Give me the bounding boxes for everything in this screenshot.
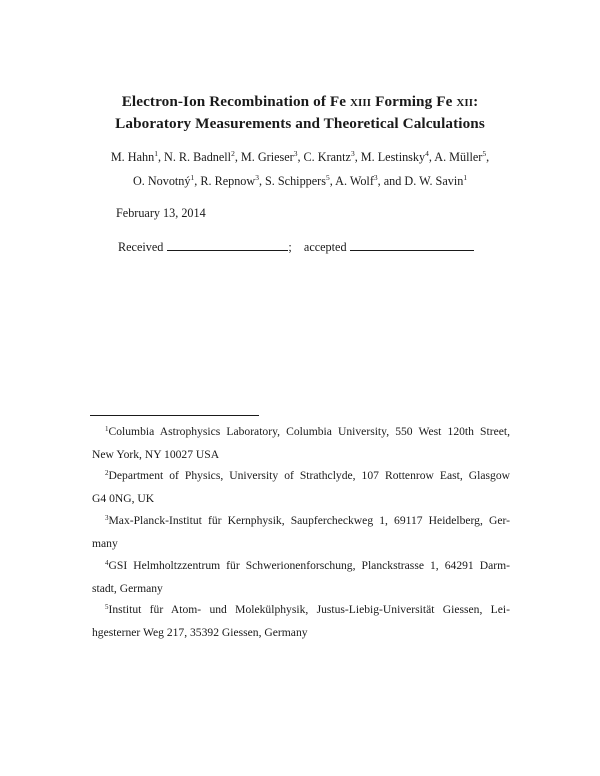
title-text: : <box>473 93 479 110</box>
footnote-number: 2 <box>105 469 109 477</box>
title-text: Electron-Ion Recombination of Fe <box>121 93 350 110</box>
paper-title-line-2: Laboratory Measurements and Theoretical Calculations <box>115 115 485 132</box>
accepted-date-blank <box>350 240 474 251</box>
author: M. Lestinsky$^4$ <box>360 149 429 164</box>
author-list-line-2: O. Novotný$^1$, R. Repnow$^3$, S. Schippers$^5$, A. Wolf$^3$, and D. W. Savin$^1$ <box>132 173 468 188</box>
author: A. Wolf$^3$ <box>335 173 378 188</box>
footnote-number: 4 <box>105 559 109 567</box>
affiliation-marker: 1 <box>190 173 195 182</box>
author: M. Hahn$^1$ <box>110 149 158 164</box>
author: M. Grieser$^3$ <box>240 149 298 164</box>
author: N. R. Badnell$^2$ <box>164 149 235 164</box>
footnote-affiliation-3: $^3$Max-Planck-Institut für Kernphysik, Saupfercheckweg 1, 69117 Heidelberg, Ger- many <box>92 514 510 550</box>
footnote-number: 1 <box>105 425 109 433</box>
affiliation-marker: 5 <box>482 149 487 158</box>
accepted-label: accepted <box>303 240 347 254</box>
author: S. Schippers$^5$ <box>265 173 330 188</box>
separator: ; <box>288 240 292 254</box>
footnote-affiliation-1: $^1$Columbia Astrophysics Laboratory, Columbia University, 550 West 120th Street, New York, NY 10027 USA <box>92 425 510 461</box>
footnote-number: 5 <box>105 603 109 611</box>
title-text: Forming Fe <box>371 93 457 110</box>
footnote-rule <box>90 415 259 416</box>
affiliation-marker: 2 <box>231 149 235 158</box>
received-accepted-line <box>118 240 474 255</box>
received-date-blank <box>167 240 288 251</box>
author: R. Repnow$^3$ <box>200 173 259 188</box>
affiliation-marker: 1 <box>463 173 468 182</box>
author: A. Müller$^5$ <box>434 149 487 164</box>
author: D. W. Savin$^1$ <box>404 173 468 188</box>
author: C. Krantz$^3$ <box>303 149 355 164</box>
received-label: Received <box>118 240 164 254</box>
footnote-number: 3 <box>105 514 109 522</box>
affiliation-marker: 5 <box>325 173 330 182</box>
affiliation-marker: 3 <box>350 149 355 158</box>
affiliation-marker: 3 <box>293 149 298 158</box>
footnote-affiliation-5: $^5$Institut für Atom- und Molekülphysik, Justus-Liebig-Universität Giessen, Lei- hgesterner Weg 217, 35392 Giessen, Germany <box>92 603 510 639</box>
submission-date: February 13, 2014 <box>116 206 206 220</box>
affiliation-marker: 4 <box>425 149 429 158</box>
footnote-affiliation-2: $^2$Department of Physics, University of Strathclyde, 107 Rottenrow East, Glasgow G4 0NG, UK <box>92 469 510 505</box>
author-list-line-1: M. Hahn$^1$, N. R. Badnell$^2$, M. Grieser$^3$, C. Krantz$^3$, M. Lestinsky$^4$, A. Müller$^5$, <box>110 149 490 164</box>
title-ion-charge: xii <box>456 93 474 110</box>
affiliation-marker: 3 <box>373 173 378 182</box>
footnote-affiliation-4: $^4$GSI Helmholtzzentrum für Schwerionenforschung, Planckstrasse 1, 64291 Darm- stadt, Germany <box>92 559 510 595</box>
title-ion-charge: xiii <box>349 93 372 110</box>
affiliation-marker: 1 <box>154 149 158 158</box>
author: O. Novotný$^1$ <box>132 173 195 188</box>
paper-title-line-1 <box>0 93 600 111</box>
affiliation-marker: 3 <box>255 173 259 182</box>
